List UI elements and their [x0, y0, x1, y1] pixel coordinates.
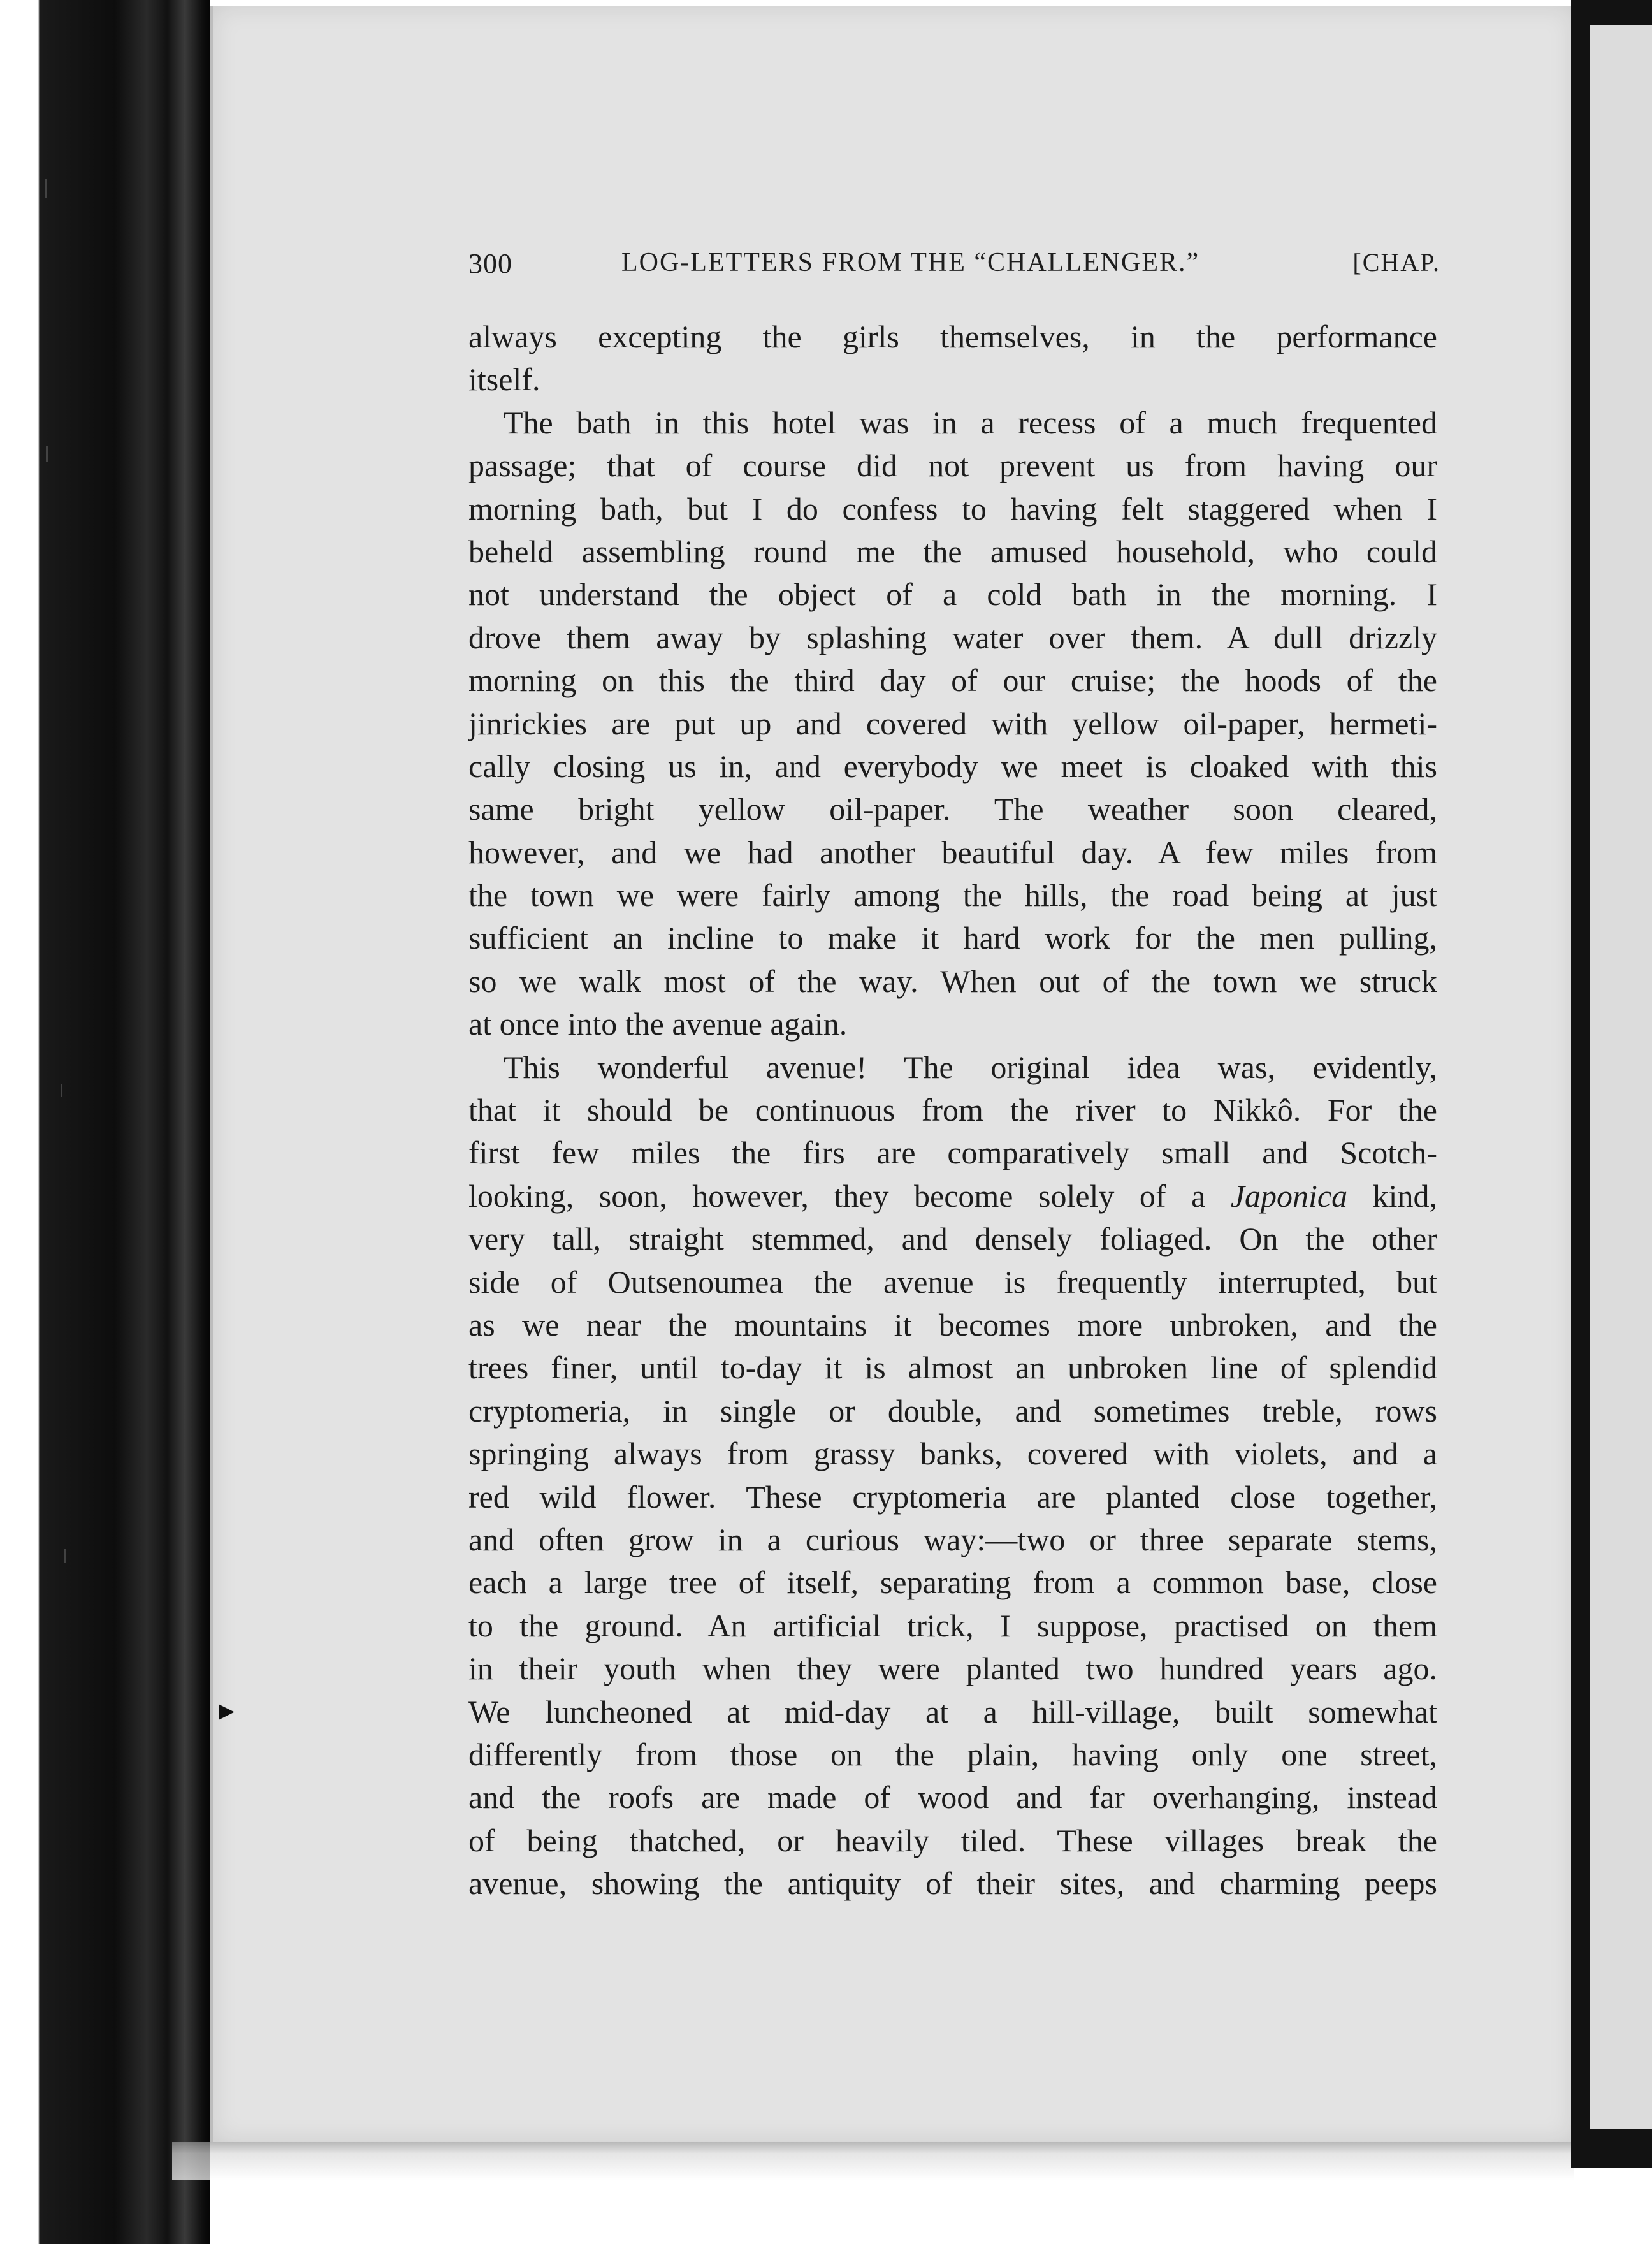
text-line: drove them away by splashing water over them. A dull drizzly — [468, 619, 1437, 655]
text-line: as we near the mountains it becomes more unbroken, and the — [468, 1306, 1437, 1343]
spine-streak — [64, 1549, 66, 1563]
text-line: morning bath, but I do confess to having felt staggered when I — [468, 490, 1437, 527]
text-line-with-italic — [468, 1175, 1437, 1218]
body-text — [468, 316, 1437, 1905]
text-line: same bright yellow oil-paper. The weather soon cleared, — [468, 791, 1437, 827]
text-line: sufficient an incline to make it hard work for the men pulling, — [468, 920, 1437, 956]
text-line: The bath in this hotel was in a recess of a much frequented — [504, 404, 1437, 441]
text-line: morning on this the third day of our cruise; the hoods of the — [468, 662, 1437, 699]
running-header — [468, 247, 1440, 286]
text-line: each a large tree of itself, separating from a common base, close — [468, 1564, 1437, 1601]
text-line: very tall, straight stemmed, and densely foliaged. On the other — [468, 1221, 1437, 1257]
text-line: cryptomeria, in single or double, and sometimes treble, rows — [468, 1392, 1437, 1429]
text-line: passage; that of course did not prevent us from having our — [468, 448, 1437, 484]
text-line: however, and we had another beautiful day. A few miles from — [468, 834, 1437, 870]
running-title: LOG-LETTERS FROM THE “CHALLENGER.” — [621, 248, 1200, 277]
text-line: in their youth when they were planted two hundred years ago. — [468, 1650, 1437, 1687]
text-line: We luncheoned at mid-day at a hill-village, built somewhat — [468, 1693, 1437, 1730]
text-line: beheld assembling round me the amused household, who could — [468, 533, 1437, 569]
text-line: the town we were fairly among the hills, the road being at just — [468, 877, 1437, 914]
text-line: first few miles the firs are comparatively small and Scotch- — [468, 1135, 1437, 1171]
text-line: springing always from grassy banks, covered with violets, and a — [468, 1436, 1437, 1472]
text-line: differently from those on the plain, having only one street, — [468, 1736, 1437, 1772]
text-line: jinrickies are put up and covered with yellow oil-paper, hermeti- — [468, 705, 1437, 741]
spine-streak — [61, 1084, 62, 1096]
text-line: avenue, showing the antiquity of their sites, and charming peeps — [468, 1865, 1437, 1902]
spine-streak — [45, 178, 47, 198]
text-line: always excepting the girls themselves, in the performance — [468, 319, 1437, 354]
text-segment: looking, soon, however, they become solely of a — [468, 1177, 1206, 1214]
text-line: red wild flower. These cryptomeria are planted close together, — [468, 1478, 1437, 1515]
text-line: side of Outsenoumea the avenue is frequently interrupted, but — [468, 1264, 1437, 1300]
page-number: 300 — [468, 248, 512, 279]
text-line: to the ground. An artificial trick, I suppose, practised on them — [468, 1607, 1437, 1643]
text-line: and often grow in a curious way:—two or three separate stems, — [468, 1521, 1437, 1557]
book-spine — [0, 0, 210, 2244]
text-line: trees finer, until to-day it is almost an unbroken line of splendid — [468, 1350, 1437, 1386]
chapter-marker: [CHAP. — [1352, 248, 1440, 277]
text-line: at once into the avenue again. — [468, 1006, 848, 1042]
text-line: not understand the object of a cold bath in the morning. I — [468, 576, 1437, 613]
text-segment: kind, — [1372, 1177, 1437, 1214]
italic-term: Japonica — [1230, 1177, 1348, 1214]
text-line: that it should be continuous from the river to Nikkô. For the — [468, 1092, 1437, 1128]
adjacent-page — [1590, 26, 1652, 2129]
text-line: cally closing us in, and everybody we meet is cloaked with this — [468, 748, 1437, 784]
spine-streak — [46, 446, 48, 462]
text-line: itself. — [468, 361, 540, 398]
page-edge-mark: ► — [214, 1696, 240, 1725]
text-line: This wonderful avenue! The original idea was, evidently, — [504, 1049, 1437, 1085]
text-line: and the roofs are made of wood and far overhanging, instead — [468, 1779, 1437, 1816]
text-line: of being thatched, or heavily tiled. These villages break the — [468, 1822, 1437, 1858]
page-bottom-edge — [172, 2142, 1574, 2180]
text-line: so we walk most of the way. When out of the town we struck — [468, 963, 1437, 999]
